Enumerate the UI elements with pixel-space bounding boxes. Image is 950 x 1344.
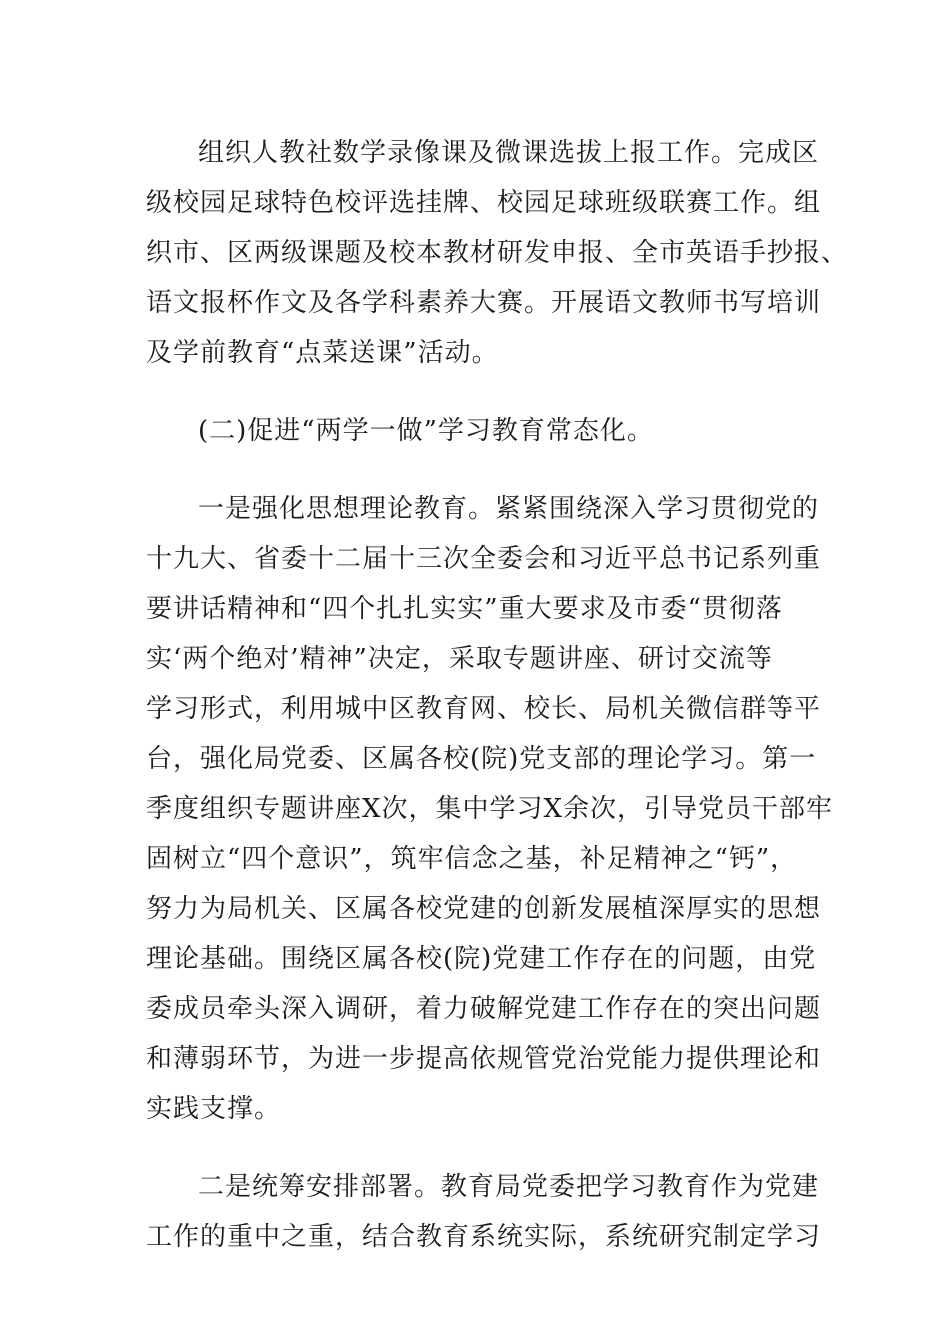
heading-line: (二)促进“两学一做”学习教育常态化。 — [198, 416, 654, 446]
text-line: 及学前教育“点菜送课”活动。 — [146, 338, 499, 368]
text-line: 实践支撑。 — [146, 1094, 282, 1124]
section-heading — [146, 406, 806, 456]
text-line: 努力为局机关、区属各校党建的创新发展植深厚实的思想 — [146, 894, 822, 924]
text-line: 要讲话精神和“四个扎扎实实”重大要求及市委“贯彻落 — [146, 594, 783, 624]
text-line: 学习形式，利用城中区教育网、校长、局机关微信群等平 — [146, 694, 822, 724]
text-line: 语文报杯作文及各学科素养大赛。开展语文教师书写培训 — [146, 288, 822, 318]
text-line: 一是强化思想理论教育。紧紧围绕深入学习贯彻党的 — [198, 494, 820, 524]
text-line: 和薄弱环节，为进一步提高依规管党治党能力提供理论和 — [146, 1044, 822, 1074]
paragraph-theory-education — [146, 484, 834, 1134]
text-line: 级校园足球特色校评选挂牌、校园足球班级联赛工作。组 — [146, 188, 822, 218]
text-line: 十九大、省委十二届十三次全委会和习近平总书记系列重 — [146, 544, 822, 574]
text-line: 组织人教社数学录像课及微课选拔上报工作。完成区 — [198, 138, 820, 168]
text-line: 工作的重中之重，结合教育系统实际，系统研究制定学习 — [146, 1222, 822, 1252]
paragraph-activities — [146, 128, 849, 378]
text-line: 固树立“四个意识”，筑牢信念之基，补足精神之“钙”， — [146, 844, 798, 874]
text-line: 台，强化局党委、区属各校(院)党支部的理论学习。第一 — [146, 744, 817, 774]
paragraph-deployment — [146, 1162, 822, 1262]
text-line: 实‘两个绝对’精神”决定，采取专题讲座、研讨交流等 — [146, 644, 773, 674]
text-line: 季度组织专题讲座X次，集中学习X余次，引导党员干部牢 — [146, 794, 834, 824]
text-line: 织市、区两级课题及校本教材研发申报、全市英语手抄报、 — [146, 238, 849, 268]
text-line: 二是统筹安排部署。教育局党委把学习教育作为党建 — [198, 1172, 820, 1202]
text-line: 委成员牵头深入调研，着力破解党建工作存在的突出问题 — [146, 994, 822, 1024]
text-line: 理论基础。围绕区属各校(院)党建工作存在的问题，由党 — [146, 944, 817, 974]
document-body — [146, 128, 849, 1290]
